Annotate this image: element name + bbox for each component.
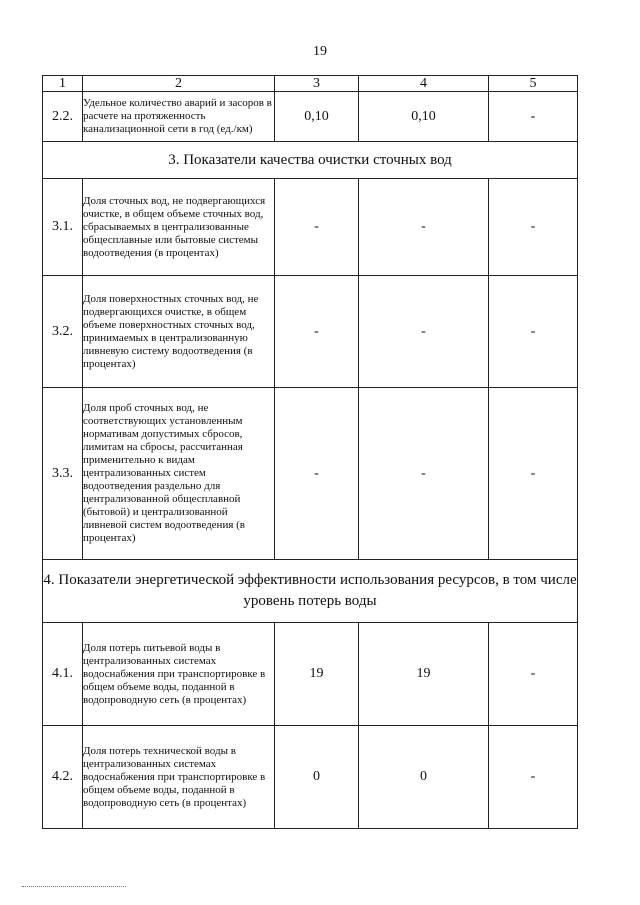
section-row-3	[43, 142, 578, 179]
row-description: Доля сточных вод, не подвергающихся очистке, в общем объеме сточных вод, сбрасываемых в централизованные общесплавные или бытовые системы водоотведения (в процентах)	[83, 179, 275, 276]
column-header-5: 5	[489, 76, 578, 92]
value-col-4: -	[359, 388, 489, 560]
row-number: 4.1.	[43, 623, 83, 726]
value-col-5: -	[489, 388, 578, 560]
table-row-3-2	[43, 276, 578, 388]
column-header-3: 3	[275, 76, 359, 92]
row-description: Удельное количество аварий и засоров в расчете на протяженность канализационной сети в год (ед./км)	[83, 92, 275, 142]
footer-divider	[22, 886, 126, 887]
value-col-3: 0	[275, 726, 359, 829]
value-col-3: -	[275, 179, 359, 276]
value-col-4: 0	[359, 726, 489, 829]
table-row-3-3	[43, 388, 578, 560]
row-number: 3.3.	[43, 388, 83, 560]
row-description: Доля проб сточных вод, не соответствующих установленным нормативам допустимых сбросов, лимитам на сбросы, рассчитанная применительно к видам централизованных систем водоотведения раздельно для централизованной общесплавной (бытовой) и централизованной ливневой систем водоотведения (в процентах)	[83, 388, 275, 560]
section-heading-4: 4. Показатели энергетической эффективности использования ресурсов, в том числе уровень потерь воды	[43, 560, 578, 623]
header-row	[43, 76, 578, 92]
page-number: 19	[313, 44, 327, 59]
row-description: Доля потерь питьевой воды в централизованных системах водоснабжения при транспортировке в общем объеме воды, поданной в водопроводную сеть (в процентах)	[83, 623, 275, 726]
row-description: Доля поверхностных сточных вод, не подвергающихся очистке, в общем объеме поверхностных сточных вод, принимаемых в централизованную ливневую систему водоотведения (в процентах)	[83, 276, 275, 388]
value-col-3: -	[275, 276, 359, 388]
table-row-4-1	[43, 623, 578, 726]
value-col-4: -	[359, 276, 489, 388]
table-row-3-1	[43, 179, 578, 276]
value-col-5: -	[489, 726, 578, 829]
section-heading-3: 3. Показатели качества очистки сточных вод	[43, 142, 578, 179]
table-row-2-2	[43, 92, 578, 142]
row-number: 3.1.	[43, 179, 83, 276]
column-header-1: 1	[43, 76, 83, 92]
value-col-5: -	[489, 276, 578, 388]
table-row-4-2	[43, 726, 578, 829]
section-row-4	[43, 560, 578, 623]
row-number: 3.2.	[43, 276, 83, 388]
value-col-5: -	[489, 623, 578, 726]
value-col-5: -	[489, 179, 578, 276]
row-number: 4.2.	[43, 726, 83, 829]
value-col-3: -	[275, 388, 359, 560]
value-col-4: -	[359, 179, 489, 276]
value-col-4: 0,10	[359, 92, 489, 142]
value-col-3: 19	[275, 623, 359, 726]
row-number: 2.2.	[43, 92, 83, 142]
value-col-3: 0,10	[275, 92, 359, 142]
value-col-5: -	[489, 92, 578, 142]
column-header-2: 2	[83, 76, 275, 92]
indicators-table	[42, 75, 578, 829]
value-col-4: 19	[359, 623, 489, 726]
column-header-4: 4	[359, 76, 489, 92]
row-description: Доля потерь технической воды в централизованных системах водоснабжения при транспортировке в общем объеме воды, поданной в водопроводную сеть (в процентах)	[83, 726, 275, 829]
